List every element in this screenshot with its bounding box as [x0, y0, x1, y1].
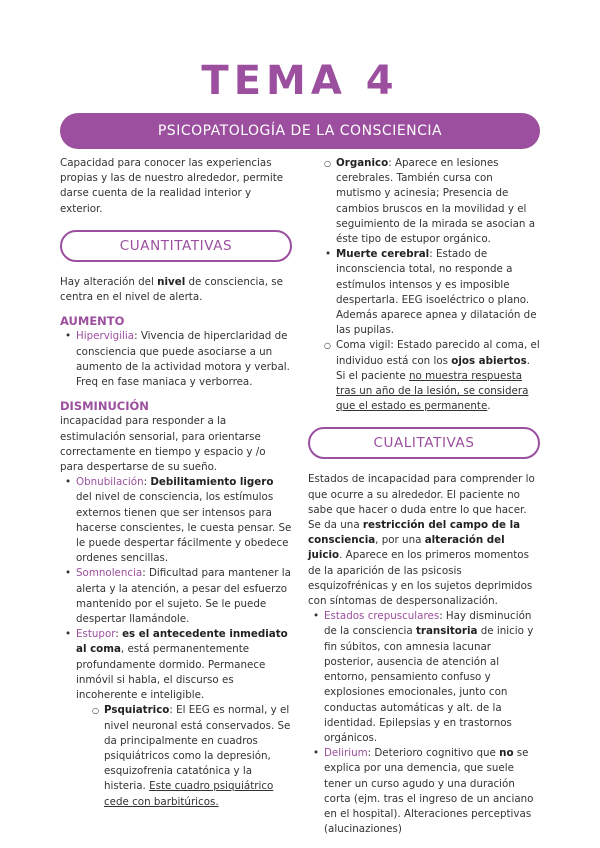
list-item-estupor: • Estupor: es el antecedente inmediato al coma, está permanentemente profundamente dormido. Permanece inmóvil si habla, el discurso es incoherente e inteligible. ○ Psquiatrico: El EEG es normal, y el nivel neuronal está conservados. Se da principalmente en cuadros psiquiátricos como la depresión, esquizofrenia catatónica y la histeria. Este cuadro psiquiátrico cede con barbitúricos.	[60, 627, 292, 809]
aumento-heading: AUMENTO	[60, 314, 125, 329]
disminucion-intro: incapacidad para responder a la estimulación sensorial, para orientarse correctamente en tiempo y espacio y /o para despertarse de su sueño.	[60, 415, 266, 474]
list-item-somnolencia: • Somnolencia: Dificultad para mantener la alerta y la atención, a pesar del esfuerzo mantenido por el sujeto. Se le puede despertar llamándole.	[60, 566, 292, 627]
section-banner: PSICOPATOLOGÍA DE LA CONSCIENCIA	[60, 113, 540, 149]
list-item-obnubilacion: • Obnubilación: Debilitamiento ligero del nivel de consciencia, los estímulos externos tienen que ser intensos para hacerse conscientes, le cuesta pensar. Se le puede despertar fácilmente y obedece ordenes sencillas.	[60, 475, 292, 566]
estupor-sublist	[76, 703, 292, 809]
list-item-coma-vigil: ○ Coma vigil: Estado parecido al coma, el individuo está con los ojos abiertos. Si el paciente no muestra respuesta tras un año de la lesión, se considera que el estado es permanente.	[320, 338, 540, 414]
right-column	[308, 156, 540, 837]
list-item-organico: ○ Organico: Aparece en lesiones cerebrales. También cursa con mutismo y acinesia; Presencia de cambios bruscos en la movilidad y el seguimiento de la mirada se asocian a éste tipo de estupor orgánico.	[320, 156, 540, 247]
cualitativas-intro: Estados de incapacidad para comprender lo que ocurre a su alrededor. El paciente no sabe que hacer o duda entre lo que hacer. Se da una restricción del campo de la consciencia, por una alteración del juicio. Aparece en los primeros momentos de la aparición de las psicosis esquizofrénicas y en los sujetos deprimidos con síntomas de despersonalización.	[308, 473, 535, 608]
estupor-sublist-continued	[308, 156, 540, 414]
list-item-muerte-cerebral: • Muerte cerebral: Estado de inconsciencia total, no responde a estímulos intensos y es imposible despertarla. EEG isoeléctrico o plano. Además aparece apnea y dilatación de las pupilas.	[320, 247, 540, 338]
left-column	[60, 156, 292, 810]
aumento-list	[60, 329, 292, 390]
cuantitativas-intro: Hay alteración del nivel de consciencia, se centra en el nivel de alerta.	[60, 275, 283, 304]
disminucion-list	[60, 475, 292, 809]
intro-paragraph: Capacidad para conocer las experiencias propias y las de nuestro alrededor, permite darse cuenta de la realidad interior y exterior.	[60, 157, 284, 215]
page-title: TEMA 4	[201, 58, 399, 104]
cualitativas-list	[308, 609, 540, 837]
list-item-hipervigilia: • Hipervigilia: Vivencia de hiperclaridad de consciencia que puede asociarse a un aumento de la actividad motora y verbal. Freq en fase maniaca y verborrea.	[60, 329, 292, 390]
list-item-psiquiatrico: ○ Psquiatrico: El EEG es normal, y el nivel neuronal está conservados. Se da principalmente en cuadros psiquiátricos como la depresión, esquizofrenia catatónica y la histeria. Este cuadro psiquiátrico cede con barbitúricos.	[88, 703, 292, 809]
disminucion-heading: DISMINUCIÓN	[60, 399, 149, 414]
cuantitativas-heading: CUANTITATIVAS	[60, 230, 292, 262]
cualitativas-heading: CUALITATIVAS	[308, 427, 540, 459]
list-item-estados-crepusculares: • Estados crepusculares: Hay disminución de la consciencia transitoria de inicio y fin súbitos, con amnesia lacunar posterior, ausencia de atención al entorno, pensamiento confuso y explosiones emocionales, junto con conductas automáticas y alt. de la identidad. Epilepsias y en trastornos orgánicos.	[308, 609, 540, 746]
list-item-delirium: • Delirium: Deterioro cognitivo que no se explica por una demencia, que suele tener un curso agudo y una duración corta (ejm. tras el ingreso de un anciano en el hospital). Alteraciones perceptivas (alucinaziones)	[308, 746, 540, 837]
